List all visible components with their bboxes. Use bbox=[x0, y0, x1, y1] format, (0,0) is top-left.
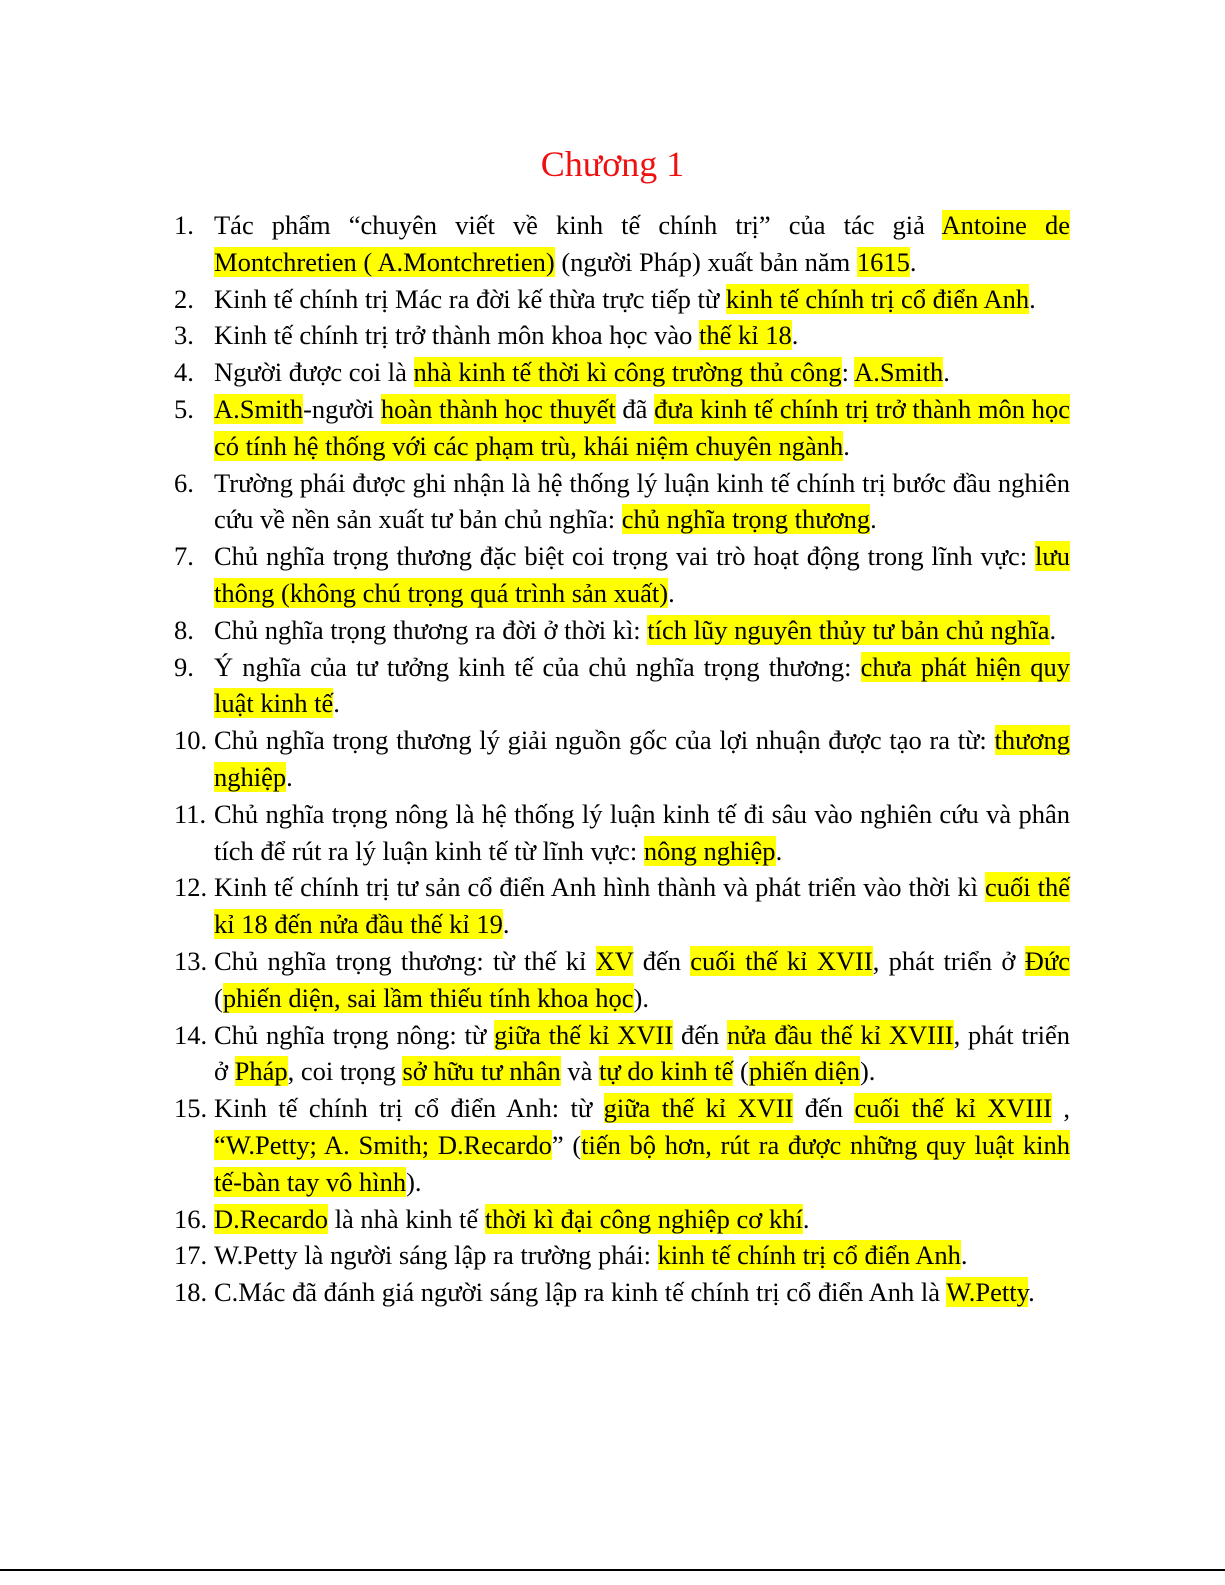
question-text: ( bbox=[733, 1056, 749, 1087]
item-number: 17. bbox=[174, 1240, 208, 1271]
question-text: Chủ nghĩa trọng thương: từ thế kỉ bbox=[214, 945, 596, 976]
question-text: Chủ nghĩa trọng thương ra đời ở thời kì: bbox=[214, 614, 648, 645]
item-number: 3. bbox=[174, 320, 194, 351]
list-item bbox=[174, 354, 1070, 391]
list-item bbox=[174, 1201, 1070, 1238]
item-number: 8. bbox=[174, 614, 194, 645]
highlighted-answer: A.Smith bbox=[214, 393, 304, 424]
question-text: . bbox=[802, 1203, 810, 1234]
highlighted-answer: giữa thế kỉ XVII bbox=[494, 1019, 674, 1050]
question-text: . bbox=[286, 761, 293, 792]
item-text bbox=[214, 1201, 1070, 1238]
question-text: Chủ nghĩa trọng nông là hệ thống lý luận kinh tế đi sâu vào nghiên cứu và phân tích để rút ra lý luận kinh tế từ lĩnh vực: bbox=[214, 798, 1070, 866]
question-text: đã bbox=[615, 393, 655, 424]
highlighted-answer: giữa thế kỉ XVII bbox=[603, 1093, 794, 1124]
highlighted-answer: nhà kinh tế thời kì công trường thủ công bbox=[413, 357, 842, 388]
highlighted-answer: lưu thông (không chú trọng quá trình sản xuất) bbox=[214, 541, 1070, 608]
highlighted-answer: tự do kinh tế bbox=[599, 1056, 734, 1087]
item-number: 15. bbox=[174, 1093, 208, 1124]
item-text bbox=[214, 354, 1070, 391]
item-text bbox=[214, 722, 1070, 796]
question-text: Kinh tế chính trị cổ điển Anh: từ bbox=[214, 1093, 604, 1124]
list-item bbox=[174, 1017, 1070, 1091]
highlighted-answer: A.Smith bbox=[854, 357, 944, 388]
question-text: Chủ nghĩa trọng thương lý giải nguồn gốc của lợi nhuận được tạo ra từ: bbox=[214, 725, 995, 756]
item-text bbox=[214, 281, 1070, 318]
question-text: đến bbox=[793, 1093, 855, 1124]
item-number: 2. bbox=[174, 283, 194, 314]
item-text bbox=[214, 943, 1070, 1017]
question-text: , coi trọng bbox=[287, 1056, 403, 1087]
question-text: ” ( bbox=[551, 1129, 582, 1160]
item-number: 13. bbox=[174, 945, 208, 976]
question-text: , phát triển ở bbox=[214, 1019, 1071, 1087]
item-text bbox=[214, 1274, 1070, 1311]
question-text: ). bbox=[859, 1056, 876, 1087]
list-item bbox=[174, 722, 1070, 796]
item-number: 16. bbox=[174, 1203, 208, 1234]
item-text bbox=[214, 869, 1070, 943]
question-list bbox=[174, 207, 1070, 1311]
highlighted-answer: kinh tế chính trị cổ điển Anh bbox=[657, 1240, 961, 1271]
question-text: : bbox=[841, 357, 855, 388]
highlighted-answer: cuối thế kỉ XVIII bbox=[854, 1093, 1052, 1124]
question-text: và bbox=[560, 1056, 600, 1087]
question-text: . bbox=[909, 246, 917, 277]
list-item bbox=[174, 1237, 1070, 1274]
highlighted-answer: Antoine de Montchretien ( A.Montchretien) bbox=[214, 210, 1070, 277]
question-text: . bbox=[775, 835, 783, 866]
question-text: Kinh tế chính trị Mác ra đời kế thừa trực tiếp từ bbox=[214, 283, 726, 314]
item-text bbox=[214, 1090, 1070, 1200]
list-item bbox=[174, 391, 1070, 465]
item-number: 12. bbox=[174, 872, 208, 903]
list-item bbox=[174, 538, 1070, 612]
item-number: 10. bbox=[174, 725, 208, 756]
item-text bbox=[214, 465, 1070, 539]
question-text: , bbox=[1051, 1093, 1070, 1124]
item-text bbox=[214, 1017, 1070, 1091]
question-text: . bbox=[791, 320, 799, 351]
question-text: ( bbox=[214, 982, 223, 1013]
highlighted-answer: D.Recardo bbox=[214, 1203, 329, 1234]
highlighted-answer: nông nghiệp bbox=[643, 835, 776, 866]
list-item bbox=[174, 796, 1070, 870]
question-text: là nhà kinh tế bbox=[328, 1203, 485, 1234]
question-text: . bbox=[1029, 283, 1036, 314]
highlighted-answer: sở hữu tư nhân bbox=[402, 1056, 561, 1087]
question-text: -người bbox=[303, 393, 381, 424]
list-item bbox=[174, 869, 1070, 943]
list-item bbox=[174, 465, 1070, 539]
item-number: 11. bbox=[174, 798, 207, 829]
question-text: W.Petty là người sáng lập ra trường phái: bbox=[214, 1240, 658, 1271]
question-text: đến bbox=[633, 945, 691, 976]
question-text: Người được coi là bbox=[214, 357, 414, 388]
item-text bbox=[214, 612, 1070, 649]
question-text: ). bbox=[633, 982, 649, 1013]
question-text: Ý nghĩa của tư tưởng kinh tế của chủ nghĩa trọng thương: bbox=[214, 651, 861, 682]
question-text: . bbox=[960, 1240, 968, 1271]
highlighted-answer: kinh tế chính trị cổ điển Anh bbox=[725, 283, 1030, 314]
highlighted-answer: cuối thế kỉ XVII bbox=[690, 945, 873, 976]
highlighted-answer: thương nghiệp bbox=[214, 725, 1070, 792]
highlighted-answer: phiến diện bbox=[748, 1056, 860, 1087]
item-text bbox=[214, 538, 1070, 612]
highlighted-answer: 1615 bbox=[856, 246, 910, 277]
question-text: Chủ nghĩa trọng thương đặc biệt coi trọng vai trò hoạt động trong lĩnh vực: bbox=[214, 541, 1036, 572]
item-text bbox=[214, 317, 1070, 354]
item-number: 9. bbox=[174, 651, 194, 682]
list-item bbox=[174, 281, 1070, 318]
item-text bbox=[214, 649, 1070, 723]
question-text: . bbox=[333, 688, 340, 719]
item-number: 5. bbox=[174, 393, 194, 424]
question-text: Tác phẩm “chuyên viết về kinh tế chính trị” của tác giả bbox=[214, 210, 942, 240]
list-item bbox=[174, 649, 1070, 723]
item-number: 18. bbox=[174, 1277, 208, 1308]
list-item bbox=[174, 207, 1070, 281]
question-text: , phát triển ở bbox=[872, 945, 1025, 976]
highlighted-answer: Đức bbox=[1024, 945, 1070, 976]
question-text: Kinh tế chính trị tư sản cổ điển Anh hình thành và phát triển vào thời kì bbox=[214, 872, 986, 903]
item-number: 6. bbox=[174, 467, 194, 498]
list-item bbox=[174, 1090, 1070, 1200]
highlighted-answer: W.Petty bbox=[946, 1277, 1029, 1308]
item-text bbox=[214, 391, 1070, 465]
item-number: 14. bbox=[174, 1019, 208, 1050]
highlighted-answer: hoàn thành học thuyết bbox=[380, 393, 616, 424]
question-text: C.Mác đã đánh giá người sáng lập ra kinh tế chính trị cổ điển Anh là bbox=[214, 1277, 947, 1308]
highlighted-answer: cuối thế kỉ 18 đến nửa đầu thế kỉ 19 bbox=[214, 872, 1071, 940]
item-text bbox=[214, 1237, 1070, 1274]
highlighted-answer: Pháp bbox=[234, 1056, 288, 1087]
highlighted-answer: chủ nghĩa trọng thương bbox=[621, 504, 871, 535]
highlighted-answer: thế kỉ 18 bbox=[699, 320, 792, 351]
list-item bbox=[174, 612, 1070, 649]
item-number: 1. bbox=[174, 210, 194, 240]
highlighted-answer: nửa đầu thế kỉ XVIII bbox=[727, 1019, 954, 1050]
highlighted-answer: XV bbox=[595, 945, 634, 976]
question-text: . bbox=[870, 504, 877, 535]
item-text bbox=[214, 207, 1070, 281]
highlighted-answer: đưa kinh tế chính trị trở thành môn học có tính hệ thống với các phạm trù, khái niệm chuyên ngành bbox=[214, 393, 1070, 461]
page-title: Chương 1 bbox=[540, 144, 685, 184]
item-number: 4. bbox=[174, 357, 194, 388]
question-text: đến bbox=[673, 1019, 728, 1050]
highlighted-answer: thời kì đại công nghiệp cơ khí bbox=[484, 1203, 803, 1234]
page-bottom-rule bbox=[0, 1569, 1225, 1585]
question-text: . bbox=[1049, 614, 1057, 645]
question-text: Trường phái được ghi nhận là hệ thống lý luận kinh tế chính trị bước đầu nghiên cứu về nền sản xuất tư bản chủ nghĩa: bbox=[214, 467, 1070, 535]
question-text: (người Pháp) xuất bản năm bbox=[554, 246, 857, 277]
question-text: . bbox=[502, 909, 510, 940]
question-text: . bbox=[668, 577, 675, 608]
list-item bbox=[174, 943, 1070, 1017]
highlighted-answer: chưa phát hiện quy luật kinh tế bbox=[214, 651, 1070, 719]
list-item bbox=[174, 1274, 1070, 1311]
question-text: . bbox=[1028, 1277, 1035, 1308]
question-text: ). bbox=[406, 1166, 422, 1197]
question-text: . bbox=[943, 357, 950, 388]
highlighted-answer: “W.Petty; A. Smith; D.Recardo bbox=[214, 1129, 552, 1160]
list-item bbox=[174, 317, 1070, 354]
question-text: Kinh tế chính trị trở thành môn khoa học vào bbox=[214, 320, 700, 351]
item-text bbox=[214, 796, 1070, 870]
highlighted-answer: phiến diện, sai lầm thiếu tính khoa học bbox=[222, 982, 634, 1013]
item-number: 7. bbox=[174, 541, 194, 572]
highlighted-answer: tiến bộ hơn, rút ra được những quy luật kinh tế-bàn tay vô hình bbox=[214, 1129, 1070, 1197]
question-text: Chủ nghĩa trọng nông: từ bbox=[214, 1019, 495, 1050]
highlighted-answer: tích lũy nguyên thủy tư bản chủ nghĩa bbox=[647, 614, 1050, 645]
question-text: . bbox=[843, 430, 850, 461]
